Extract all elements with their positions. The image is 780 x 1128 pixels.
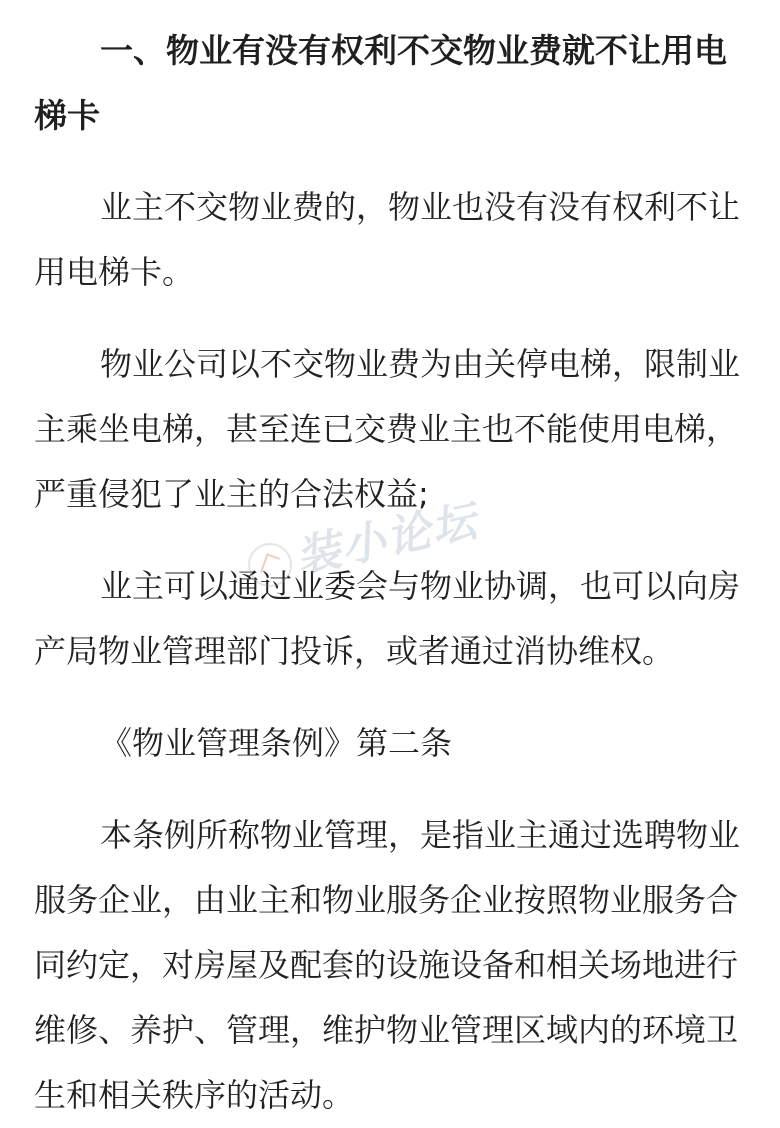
section-heading: 一、物业有没有权利不交物业费就不让用电梯卡 xyxy=(34,31,727,135)
paragraph-4: 本条例所称物业管理，是指业主通过选聘物业服务企业，由业主和物业服务企业按照物业服务合同约定，对房屋及配套的设施设备和相关场地进行维修、养护、管理，维护物业管理区域内的环境卫生和相关秩序的活动。 xyxy=(34,816,741,1114)
paragraph-3: 业主可以通过业委会与物业协调，也可以向房产局物业管理部门投诉，或者通过消协维权。 xyxy=(34,567,741,670)
regulation-title: 《物业管理条例》第二条 xyxy=(100,724,453,762)
paragraph-1: 业主不交物业费的，物业也没有没有权利不让用电梯卡。 xyxy=(34,188,741,291)
watermark-text: 装小论坛 xyxy=(291,495,483,584)
article-body xyxy=(34,18,746,1128)
paragraph-2: 物业公司以不交物业费为由关停电梯，限制业主乘坐电梯，甚至连已交费业主也不能使用电梯，严重侵犯了业主的合法权益; xyxy=(34,345,741,513)
